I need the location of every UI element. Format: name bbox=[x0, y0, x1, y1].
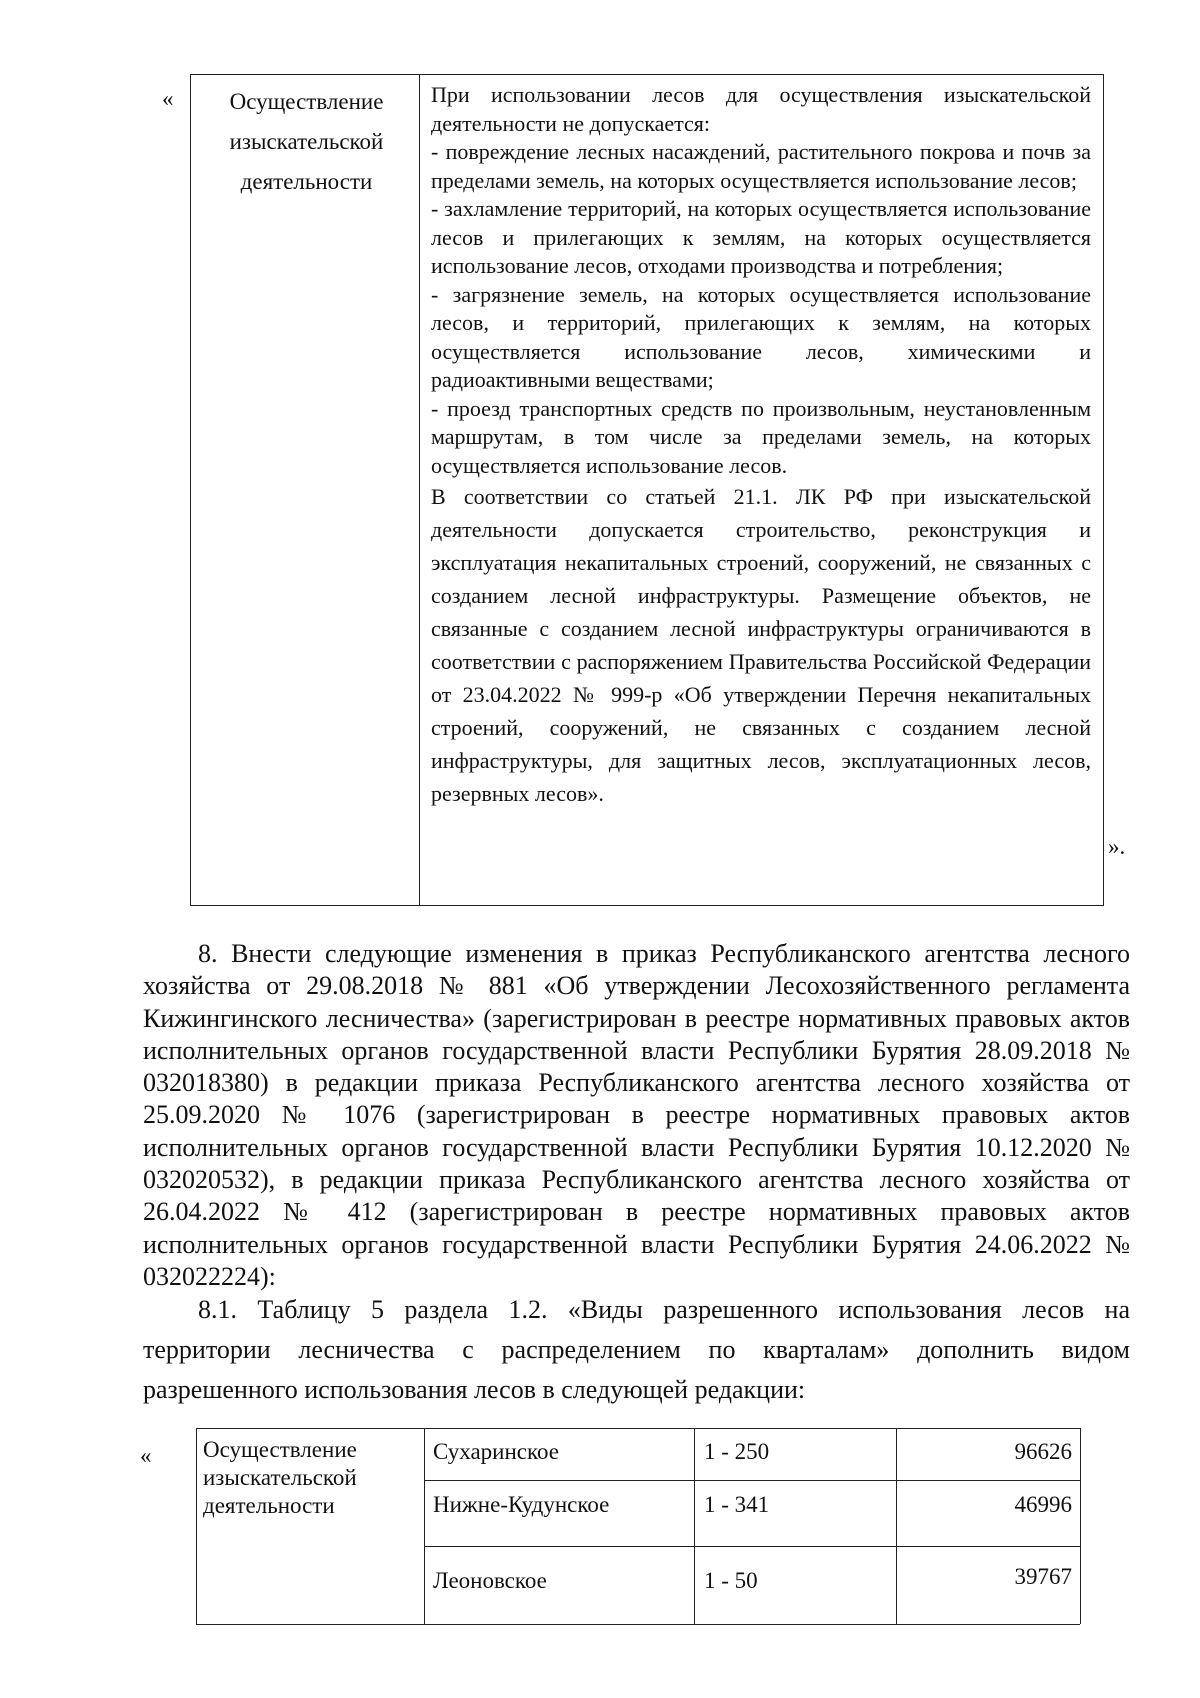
table-1-left-line: изыскательской bbox=[229, 129, 384, 154]
area-cell: 46996 bbox=[1014, 1492, 1072, 1517]
table-2-activity-line: изыскательской bbox=[203, 1465, 357, 1490]
forestry-name-cell: Нижне-Кудунское bbox=[433, 1492, 610, 1517]
quarters-cell: 1 - 341 bbox=[704, 1492, 770, 1517]
table-2-open-quote: « bbox=[140, 1443, 152, 1468]
table-1-intro: При использовании лесов для осуществления изыскательской деятельности не допускается: bbox=[431, 82, 1091, 136]
quarters-cell: 1 - 50 bbox=[704, 1568, 758, 1593]
table-1-left-line: деятельности bbox=[240, 169, 373, 194]
table-2-top-border bbox=[196, 1428, 1080, 1429]
table-1-left-cell bbox=[194, 82, 419, 202]
table-1-paragraph: В соответствии со статьей 21.1. ЛК РФ при изыскательской деятельности допускается строительство, реконструкция и эксплуатация некапитальных строений, сооружений, не связанных с созданием лесной инфраструктуры. Размещение объектов, не связанные с созданием лесной инфраструктуры ограничиваются в соответствии с распоряжением Правительства Российской Федерации от 23.04.2022 № 999-р «Об утверждении Перечня некапитальных строений, сооружений, не связанных с созданием лесной инфраструктуры, для защитных лесов, эксплуатационных лесов, резервных лесов». bbox=[431, 484, 1091, 806]
quarters-cell: 1 - 250 bbox=[704, 1439, 770, 1464]
table-2-activity-line: деятельности bbox=[203, 1493, 335, 1518]
forestry-name-cell: Сухаринское bbox=[433, 1439, 559, 1464]
table-2-row-divider bbox=[424, 1546, 1080, 1547]
table-2-activity-line: Осуществление bbox=[203, 1437, 357, 1462]
table-1-item: - проезд транспортных средств по произвольным, неустановленным маршрутам, в том числе за пределами земель, на которых осуществляется использование лесов. bbox=[431, 395, 1091, 478]
table-2-bottom-border bbox=[196, 1624, 1080, 1625]
table-1-column-divider bbox=[419, 74, 420, 906]
table-1-right-cell bbox=[431, 81, 1091, 810]
table-1-open-quote: « bbox=[162, 86, 174, 111]
table-2-row-divider bbox=[424, 1480, 1080, 1481]
table-1-item: - повреждение лесных насаждений, растительного покрова и почв за пределами земель, на которых осуществляется использование лесов; bbox=[431, 139, 1091, 193]
table-2-column-divider bbox=[896, 1428, 897, 1624]
table-2-column-divider bbox=[694, 1428, 695, 1624]
table-1-item: - захламление территорий, на которых осуществляется использование лесов и прилегающих к землям, на которых осуществляется использование лесов, отходами производства и потребления; bbox=[431, 196, 1091, 278]
table-2-left-border bbox=[196, 1428, 197, 1624]
forestry-name-cell: Леоновское bbox=[433, 1568, 547, 1593]
table-1-left-line: Осуществление bbox=[229, 89, 384, 114]
area-cell: 96626 bbox=[1014, 1439, 1072, 1464]
paragraph-8-1: 8.1. Таблицу 5 раздела 1.2. «Виды разрешенного использования лесов на территории лесничества с распределением по кварталам» дополнить видом разрешенного использования лесов в следующей редакции: bbox=[143, 1295, 1130, 1404]
area-cell: 39767 bbox=[1014, 1564, 1072, 1589]
table-2-right-border bbox=[1080, 1428, 1081, 1624]
table-1-close-quote: ». bbox=[1108, 834, 1126, 859]
table-1-item: - загрязнение земель, на которых осуществляется использование лесов, и территорий, прилегающих к землям, на которых осуществляется использование лесов, химическими и радиоактивными веществами; bbox=[431, 281, 1091, 392]
table-2-column-divider bbox=[424, 1428, 425, 1624]
paragraph-8: 8. Внести следующие изменения в приказ Республиканского агентства лесного хозяйства от 29.08.2018 № 881 «Об утверждении Лесохозяйственного регламента Кижингинского лесничества» (зарегистрирован в реестре нормативных правовых актов исполнительных органов государственной власти Республики Бурятия 28.09.2018 № 032018380) в редакции приказа Республиканского агентства лесного хозяйства от 25.09.2020 № 1076 (зарегистрирован в реестре нормативных правовых актов исполнительных органов государственной власти Республики Бурятия 10.12.2020 № 032020532), в редакции приказа Республиканского агентства лесного хозяйства от 26.04.2022 № 412 (зарегистрирован в реестре нормативных правовых актов исполнительных органов государственной власти Республики Бурятия 24.06.2022 № 032022224): bbox=[143, 939, 1130, 1291]
table-2-activity-cell bbox=[203, 1436, 357, 1520]
